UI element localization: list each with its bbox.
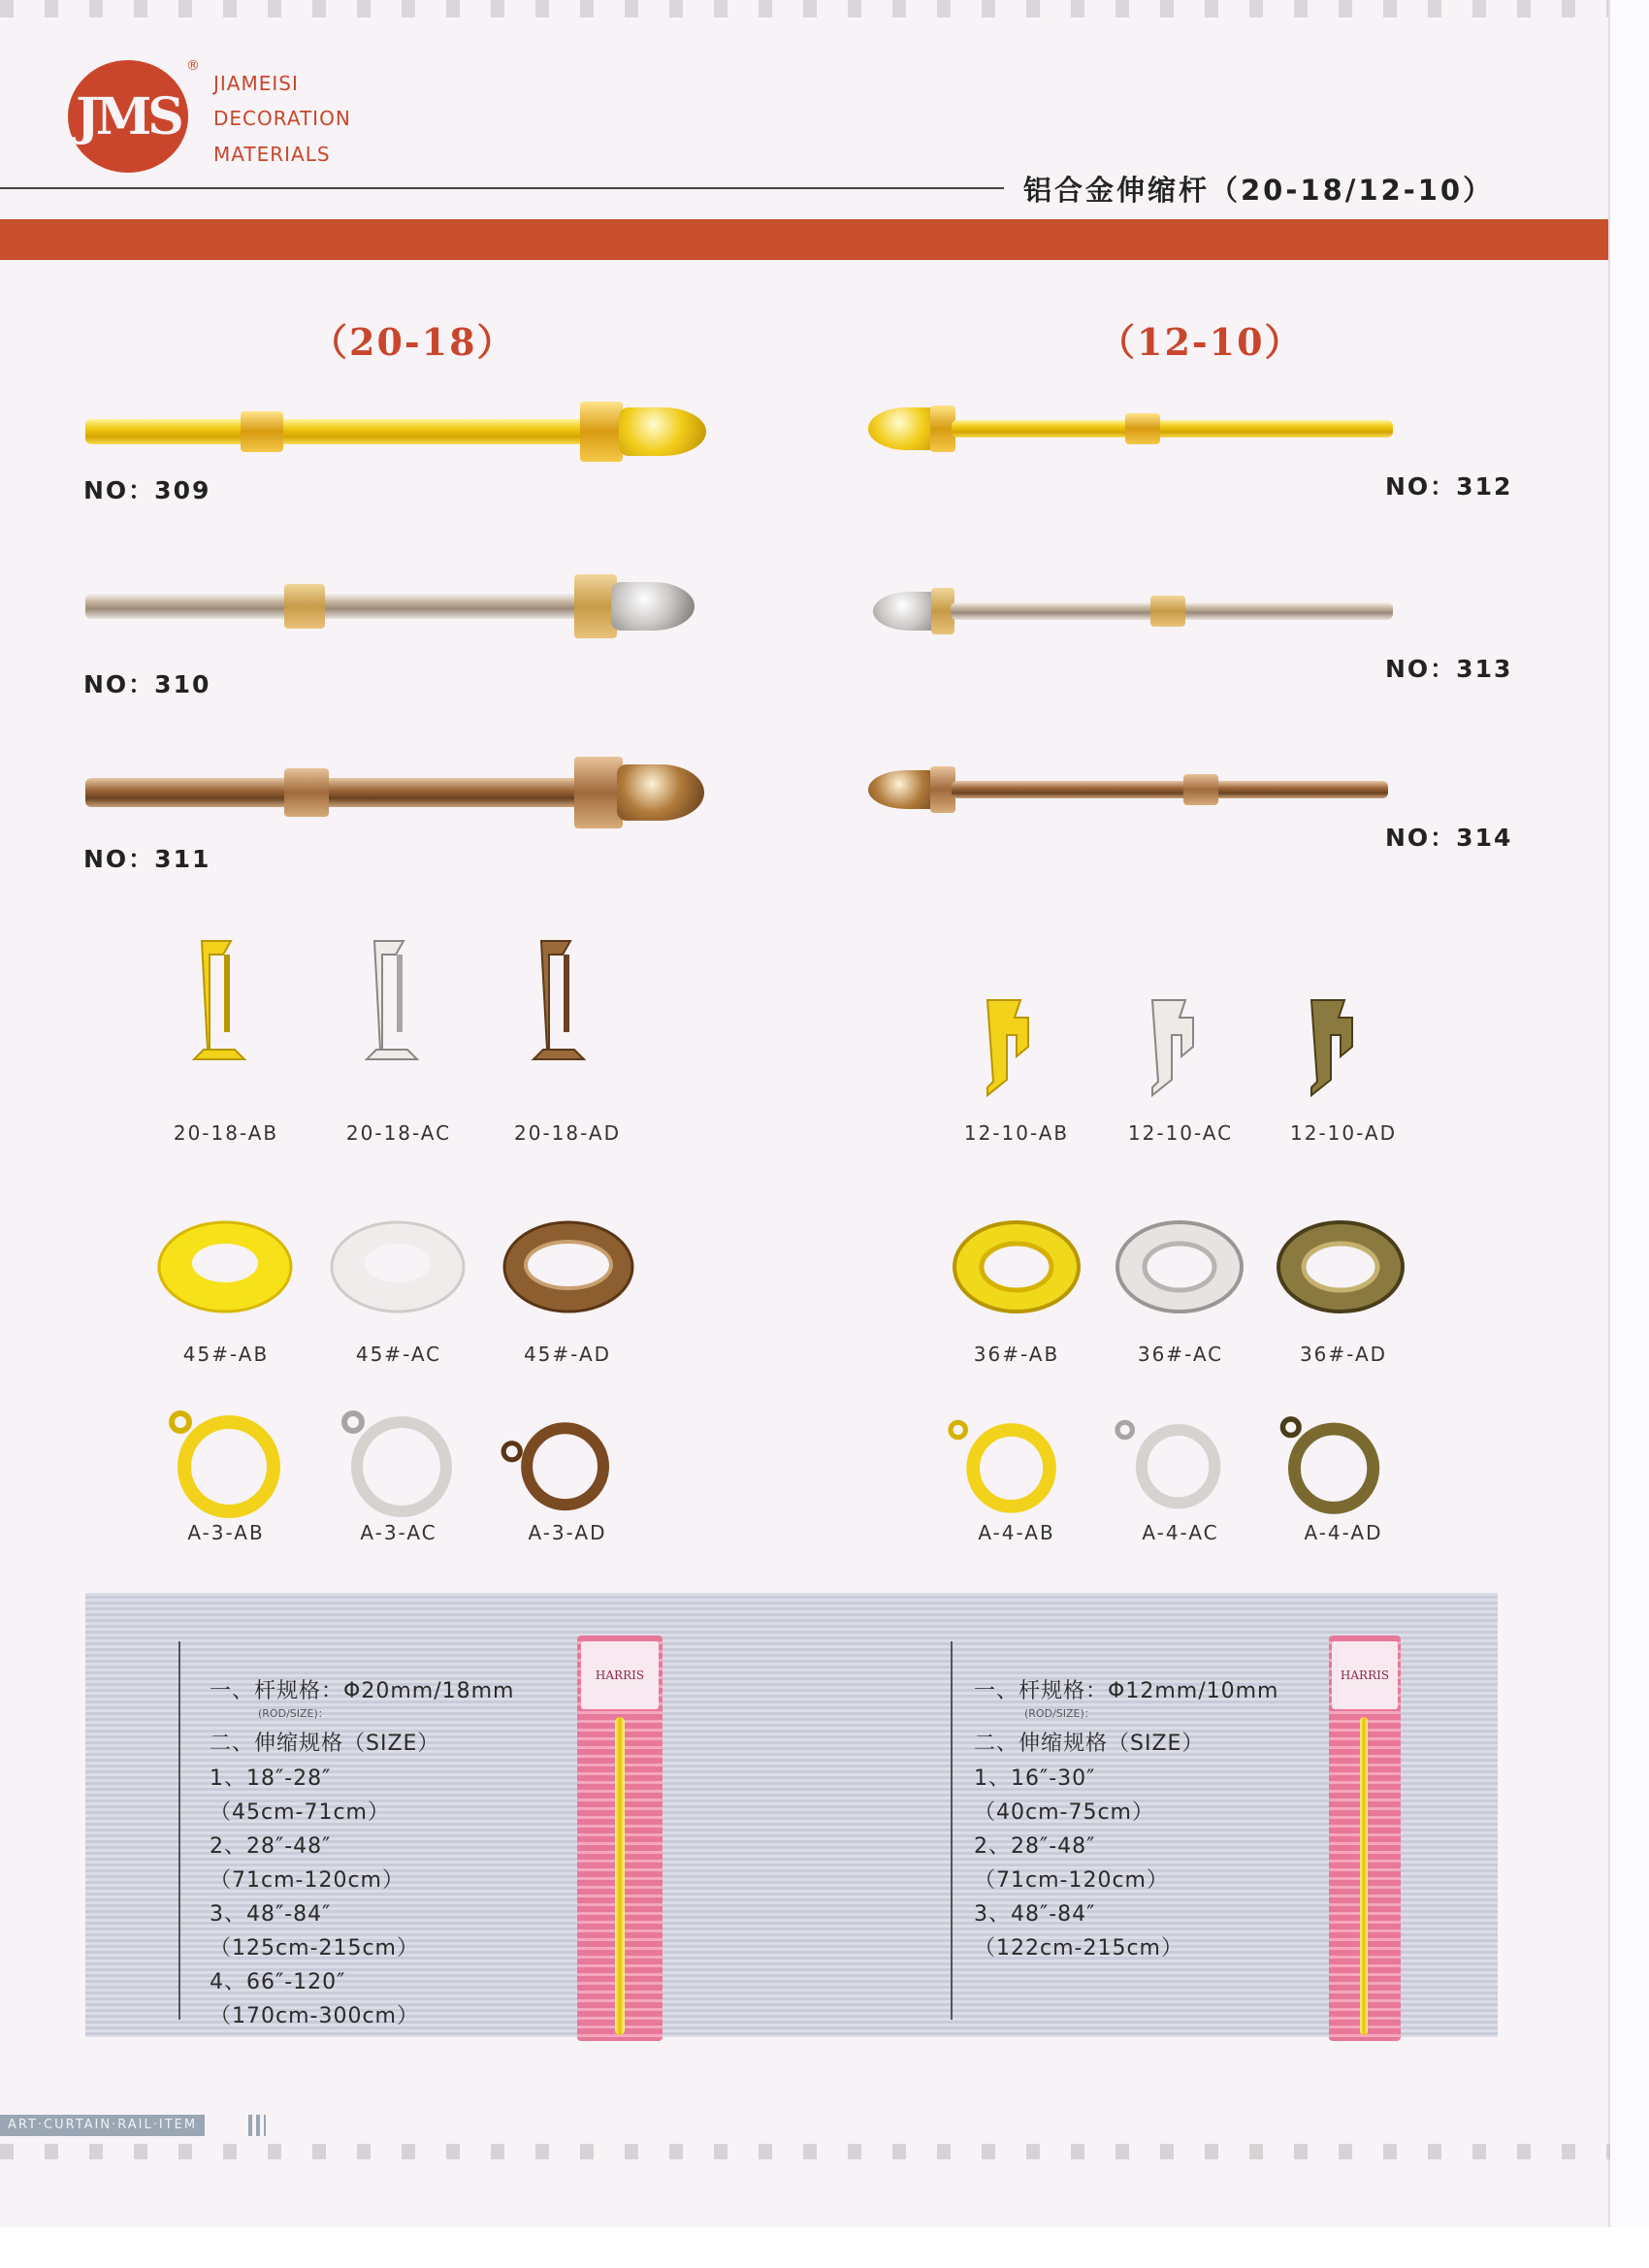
rod-sleeve	[241, 411, 283, 452]
bracket-silver-icon	[1141, 975, 1209, 1120]
spec-rod-size	[974, 1674, 1278, 1704]
spec-item-cm: （170cm-300cm）	[210, 2004, 419, 2028]
footer-bars	[248, 2115, 266, 2136]
rod-309	[85, 398, 716, 466]
spec-rod-size-sub: (ROD/SIZE)：	[1024, 1707, 1095, 1720]
ring-code: A-4-AB	[978, 1521, 1055, 1544]
spec-rod-size-sub: (ROD/SIZE)：	[258, 1707, 329, 1720]
rod-finial	[619, 407, 706, 456]
grommet-code: 45#-AD	[523, 1343, 612, 1366]
rod-cap	[580, 402, 623, 462]
bracket-code: 12-10-AB	[963, 1121, 1070, 1145]
registered-mark: ®	[186, 58, 200, 74]
bracket-bronze-icon	[524, 933, 592, 1079]
spec-item-in: 2、28″-48″	[210, 1834, 332, 1859]
ring-bronze-icon	[499, 1407, 615, 1523]
bracket-silver-icon	[357, 933, 425, 1079]
rod-sleeve	[1150, 596, 1185, 627]
rod-code: NO：311	[83, 845, 211, 873]
package-image	[1329, 1636, 1401, 2041]
spec-rod-size-label: 一、杆规格：	[210, 1679, 344, 1703]
bracket-code: 20-18-AD	[514, 1121, 621, 1145]
rod-finial	[611, 582, 695, 631]
scan-edge-top	[0, 0, 1610, 17]
rod-code: NO：312	[1385, 472, 1513, 501]
rod-sleeve	[1125, 413, 1160, 444]
ring-code: A-4-AC	[1142, 1521, 1219, 1544]
grommet-code: 36#-AC	[1137, 1343, 1224, 1366]
spec-item-cm: （122cm-215cm）	[974, 1936, 1183, 1960]
grommet-bronze-icon	[1273, 1220, 1408, 1313]
spec-divider	[951, 1641, 953, 2020]
spec-item-in: 3、48″-84″	[974, 1902, 1096, 1927]
package-label: HARRIS	[581, 1641, 659, 1709]
rod-tube	[952, 420, 1393, 437]
spec-size-heading: 二、伸缩规格（SIZE）	[210, 1732, 440, 1756]
rod-tube	[85, 594, 609, 619]
rod-tube	[85, 419, 609, 444]
spec-item-cm: （45cm-71cm）	[210, 1800, 390, 1825]
spec-item-cm: （125cm-215cm）	[210, 1936, 419, 1960]
rod-cap	[574, 757, 623, 828]
rod-314	[868, 761, 1499, 819]
spec-item-in: 1、16″-30″	[974, 1766, 1096, 1791]
spec-rod-size-value: Φ20mm/18mm	[343, 1679, 515, 1703]
spec-divider	[178, 1641, 180, 2020]
rod-code: NO：313	[1385, 655, 1513, 683]
rod-sleeve	[1183, 774, 1218, 805]
package-rod	[615, 1717, 625, 2035]
rod-312	[868, 400, 1499, 458]
bracket-gold-icon	[184, 933, 252, 1079]
brand-line-3: MATERIALS	[213, 143, 331, 166]
rod-code: NO：314	[1385, 824, 1513, 852]
scan-edge-right	[1608, 0, 1649, 2268]
spec-item-in: 3、48″-84″	[210, 1902, 332, 1927]
bracket-code: 12-10-AD	[1290, 1121, 1397, 1145]
ring-silver-icon	[1112, 1407, 1228, 1523]
bracket-code: 20-18-AC	[345, 1121, 452, 1145]
header-band	[0, 219, 1608, 260]
spec-item-cm: （71cm-120cm）	[974, 1868, 1169, 1893]
rod-310	[85, 572, 716, 640]
rod-tube	[85, 778, 609, 807]
section-heading-20-18: （20-18）	[310, 320, 516, 364]
scan-edge-bottom	[0, 2144, 1610, 2159]
ring-code: A-3-AB	[187, 1521, 265, 1544]
ring-silver-icon	[340, 1407, 456, 1523]
spec-item-in: 2、28″-48″	[974, 1834, 1096, 1859]
grommet-code: 45#-AB	[182, 1343, 270, 1366]
bracket-code: 20-18-AB	[173, 1121, 279, 1145]
bracket-bronze-icon	[1300, 975, 1368, 1120]
ring-code: A-3-AD	[528, 1521, 607, 1544]
grommet-code: 36#-AB	[973, 1343, 1060, 1366]
spec-rod-size-value: Φ12mm/10mm	[1108, 1679, 1279, 1703]
grommet-code: 36#-AD	[1299, 1343, 1388, 1366]
rod-finial	[617, 764, 704, 821]
grommet-bronze-icon	[501, 1220, 636, 1313]
grommet-gold-icon	[949, 1220, 1084, 1313]
package-label: HARRIS	[1332, 1641, 1398, 1709]
package-rod	[1360, 1717, 1368, 2035]
spec-item-cm: （71cm-120cm）	[210, 1868, 404, 1893]
bracket-code: 12-10-AC	[1127, 1121, 1234, 1145]
rod-313	[873, 582, 1504, 640]
footer-tag: ART·CURTAIN·RAIL·ITEM	[0, 2115, 205, 2136]
grommet-gold-icon	[157, 1220, 293, 1313]
spec-rod-size	[210, 1674, 514, 1704]
spec-size-heading: 二、伸缩规格（SIZE）	[974, 1732, 1205, 1756]
spec-item-cm: （40cm-75cm）	[974, 1800, 1154, 1825]
grommet-code: 45#-AC	[355, 1343, 442, 1366]
section-heading-12-10: （12-10）	[1098, 320, 1304, 364]
grommet-silver-icon	[1112, 1220, 1247, 1313]
bracket-gold-icon	[976, 975, 1044, 1120]
spec-item-in: 1、18″-28″	[210, 1766, 332, 1791]
rod-tube	[952, 781, 1388, 798]
rod-code: NO：309	[83, 476, 211, 504]
ring-code: A-4-AD	[1304, 1521, 1383, 1544]
rod-code: NO：310	[83, 670, 211, 698]
spec-rod-size-label: 一、杆规格：	[974, 1679, 1109, 1703]
page-title: 铝合金伸缩杆（20-18/12-10）	[1023, 174, 1495, 207]
rod-311	[85, 755, 716, 832]
spec-item-in: 4、66″-120″	[210, 1970, 346, 1994]
rod-sleeve	[284, 584, 325, 629]
ring-gold-icon	[167, 1407, 283, 1523]
header-rule	[0, 187, 1004, 189]
scan-bottom-strip	[0, 2227, 1649, 2268]
brand-logo: JMS	[68, 60, 188, 173]
rod-sleeve	[284, 768, 329, 817]
package-image	[577, 1636, 663, 2041]
ring-bronze-icon	[1277, 1407, 1393, 1523]
ring-gold-icon	[945, 1407, 1061, 1523]
brand-line-2: DECORATION	[213, 107, 351, 130]
brand-line-1: JIAMEISI	[213, 72, 299, 95]
ring-code: A-3-AC	[360, 1521, 437, 1544]
grommet-silver-icon	[330, 1220, 466, 1313]
